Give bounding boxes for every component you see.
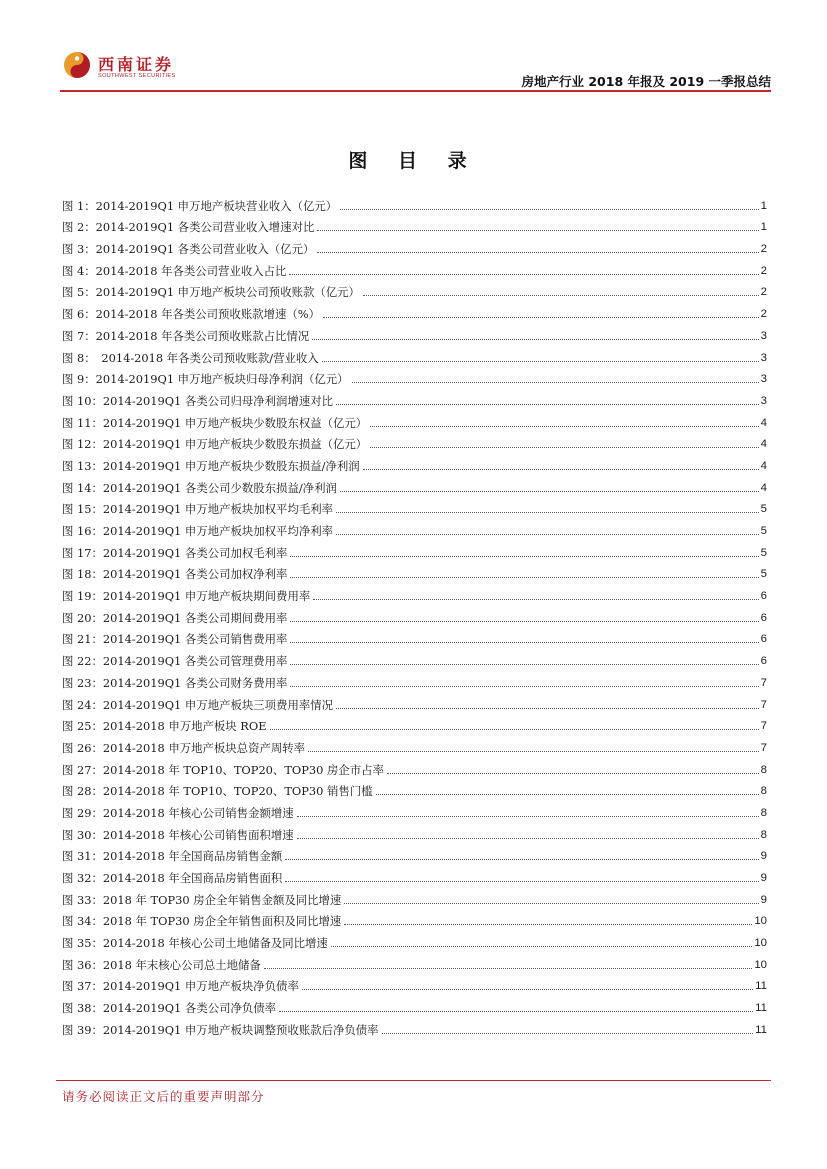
toc-dot-leader [290,577,758,578]
toc-entry-label: 图 13：2014-2019Q1 申万地产板块少数股东损益/净利润 [62,458,360,473]
toc-entry[interactable] [62,1015,767,1037]
toc-entry-page-number: 6 [760,590,767,603]
toc-entry[interactable] [62,603,767,625]
toc-entry[interactable] [62,516,767,538]
toc-entry[interactable] [62,733,767,755]
toc-dot-leader [382,1033,754,1034]
toc-dot-leader [290,686,758,687]
toc-entry-label: 图 14：2014-2019Q1 各类公司少数股东损益/净利润 [62,480,337,495]
toc-entry[interactable] [62,993,767,1015]
toc-entry-label: 图 19：2014-2019Q1 申万地产板块期间费用率 [62,589,311,604]
toc-entry-page-number: 4 [760,416,767,429]
toc-entry[interactable] [62,863,767,885]
toc-entry-page-number: 4 [760,459,767,472]
toc-entry-page-number: 2 [760,264,767,277]
toc-entry[interactable] [62,625,767,647]
toc-entry[interactable] [62,430,767,452]
toc-dot-leader [363,469,759,470]
toc-entry-label: 图 31：2014-2018 年全国商品房销售金额 [62,849,283,864]
toc-entry-label: 图 29：2014-2018 年核心公司销售金额增速 [62,805,294,820]
toc-entry[interactable] [62,690,767,712]
toc-entry-label: 图 36：2018 年末核心公司总土地储备 [62,957,261,972]
toc-entry[interactable] [62,473,767,495]
toc-entry[interactable] [62,560,767,582]
toc-entry-page-number: 8 [760,806,767,819]
toc-entry-page-number: 2 [760,286,767,299]
toc-dot-leader [322,361,759,362]
toc-entry[interactable] [62,408,767,430]
southwest-securities-logo-icon [62,50,92,80]
toc-entry-page-number: 11 [755,1023,767,1036]
toc-entry[interactable] [62,777,767,799]
page-header [60,48,771,92]
toc-entry-page-number: 6 [760,611,767,624]
toc-entry-page-number: 8 [760,785,767,798]
header-divider [60,90,771,92]
toc-dot-leader [285,881,758,882]
toc-entry-label: 图 3：2014-2019Q1 各类公司营业收入（亿元） [62,242,315,257]
toc-entry-label: 图 20：2014-2019Q1 各类公司期间费用率 [62,610,288,625]
toc-dot-leader [344,924,752,925]
toc-entry-label: 图 35：2014-2018 年核心公司土地储备及同比增速 [62,936,328,951]
logo-chinese-name: 西南证券 [98,55,175,74]
toc-dot-leader [387,773,759,774]
toc-entry-label: 图 1：2014-2019Q1 申万地产板块营业收入（亿元） [62,198,338,213]
toc-dot-leader [344,903,758,904]
toc-entry-page-number: 5 [760,546,767,559]
toc-entry[interactable] [62,928,767,950]
toc-entry-label: 图 28：2014-2018 年 TOP10、TOP20、TOP30 销售门槛 [62,784,373,799]
toc-entry-page-number: 5 [760,503,767,516]
toc-entry-page-number: 3 [760,351,767,364]
toc-entry[interactable] [62,213,767,235]
toc-entry-label: 图 38：2014-2019Q1 各类公司净负债率 [62,1001,277,1016]
toc-entry-label: 图 30：2014-2018 年核心公司销售面积增速 [62,827,294,842]
toc-dot-leader [308,751,759,752]
toc-entry[interactable] [62,191,767,213]
toc-dot-leader [290,664,758,665]
toc-entry-page-number: 7 [760,676,767,689]
toc-entry-label: 图 9：2014-2019Q1 申万地产板块归母净利润（亿元） [62,372,349,387]
toc-entry-label: 图 33：2018 年 TOP30 房企全年销售金额及同比增速 [62,892,342,907]
toc-entry-label: 图 27：2014-2018 年 TOP10、TOP20、TOP30 房企市占率 [62,762,384,777]
toc-entry-label: 图 21：2014-2019Q1 各类公司销售费用率 [62,632,288,647]
toc-entry-label: 图 37：2014-2019Q1 申万地产板块净负债率 [62,979,299,994]
toc-entry[interactable] [62,581,767,603]
toc-entry-page-number: 5 [760,525,767,537]
toc-dot-leader [297,838,759,839]
toc-entry[interactable] [62,451,767,473]
toc-entry-label: 图 23：2014-2019Q1 各类公司财务费用率 [62,675,288,690]
toc-entry[interactable] [62,950,767,972]
toc-entry[interactable] [62,820,767,842]
toc-entry-label: 图 8： 2014-2018 年各类公司预收账款/营业收入 [62,350,319,365]
toc-entry-label: 图 6：2014-2018 年各类公司预收账款增速（%） [62,307,320,322]
toc-entry[interactable] [62,538,767,560]
toc-dot-leader [336,708,759,709]
toc-dot-leader [376,794,759,795]
toc-entry[interactable] [62,668,767,690]
toc-dot-leader [297,816,759,817]
toc-entry-page-number: 7 [760,720,767,733]
toc-entry[interactable] [62,256,767,278]
logo-english-name: SOUTHWEST SECURITIES [98,73,176,79]
toc-entry-page-number: 11 [755,980,767,993]
toc-entry[interactable] [62,972,767,994]
toc-dot-leader [279,1011,753,1012]
toc-entry-page-number: 3 [760,394,767,407]
toc-dot-leader [302,989,753,990]
toc-entry-label: 图 39：2014-2019Q1 申万地产板块调整预收账款后净负债率 [62,1022,379,1037]
toc-entry-page-number: 8 [760,828,767,841]
report-title: 房地产行业 2018 年报及 2019 一季报总结 [521,74,771,89]
toc-entry[interactable] [62,278,767,300]
toc-dot-leader [331,946,753,947]
toc-entry-label: 图 7：2014-2018 年各类公司预收账款占比情况 [62,328,310,343]
toc-entry-label: 图 32：2014-2018 年全国商品房销售面积 [62,871,283,885]
toc-dot-leader [370,447,758,448]
company-logo [62,48,192,86]
toc-entry[interactable] [62,343,767,365]
toc-dot-leader [290,621,758,622]
toc-dot-leader [352,382,759,383]
toc-entry-label: 图 4：2014-2018 年各类公司营业收入占比 [62,263,287,278]
toc-entry-label: 图 22：2014-2019Q1 各类公司管理费用率 [62,654,288,669]
toc-entry-page-number: 5 [760,568,767,581]
toc-entry-label: 图 5：2014-2019Q1 申万地产板块公司预收账款（亿元） [62,285,360,300]
toc-dot-leader [313,599,758,600]
toc-entry-page-number: 6 [760,655,767,668]
toc-entry-label: 图 25：2014-2018 申万地产板块 ROE [62,719,267,734]
toc-entry[interactable] [62,842,767,864]
toc-entry-page-number: 9 [760,850,767,863]
toc-entry-page-number: 10 [754,915,767,928]
toc-entry[interactable] [62,299,767,321]
toc-entry-label: 图 17：2014-2019Q1 各类公司加权毛利率 [62,545,288,560]
toc-dot-leader [340,209,759,210]
toc-entry-page-number: 11 [755,1002,767,1015]
toc-entry-page-number: 9 [760,893,767,906]
toc-entry-label: 图 11：2014-2019Q1 申万地产板块少数股东权益（亿元） [62,415,368,430]
toc-entry-page-number: 7 [760,698,767,711]
toc-dot-leader [340,491,759,492]
toc-dot-leader [290,556,758,557]
toc-dot-leader [336,534,759,535]
toc-dot-leader [370,426,758,427]
toc-dot-leader [363,295,759,296]
toc-dot-leader [323,317,759,318]
toc-entry[interactable] [62,321,767,343]
toc-entry-page-number: 2 [760,243,767,256]
toc-dot-leader [317,252,758,253]
toc-entry-page-number: 2 [760,308,767,321]
toc-dot-leader [264,968,753,969]
toc-entry-page-number: 8 [760,763,767,776]
toc-entry[interactable] [62,907,767,929]
toc-entry-page-number: 1 [760,199,767,212]
toc-entry-label: 图 10：2014-2019Q1 各类公司归母净利润增速对比 [62,393,334,408]
toc-entry-label: 图 24：2014-2019Q1 申万地产板块三项费用率情况 [62,697,334,712]
toc-entry-page-number: 6 [760,633,767,646]
toc-entry-label: 图 2：2014-2019Q1 各类公司营业收入增速对比 [62,220,315,235]
toc-entry-label: 图 12：2014-2019Q1 申万地产板块少数股东损益（亿元） [62,437,368,452]
figure-toc-list [62,191,767,1037]
toc-entry-page-number: 3 [760,329,767,342]
toc-entry[interactable] [62,234,767,256]
toc-entry[interactable] [62,646,767,668]
toc-entry-label: 图 18：2014-2019Q1 各类公司加权净利率 [62,567,288,582]
toc-entry-page-number: 9 [760,872,767,884]
toc-dot-leader [270,729,759,730]
toc-dot-leader [289,274,758,275]
toc-entry-page-number: 1 [760,221,767,234]
toc-entry-page-number: 10 [754,958,767,971]
toc-entry-label: 图 26：2014-2018 申万地产板块总资产周转率 [62,740,306,755]
toc-entry-page-number: 10 [754,937,767,950]
toc-dot-leader [336,404,759,405]
toc-dot-leader [336,512,759,513]
toc-entry[interactable] [62,495,767,517]
toc-entry-page-number: 7 [760,741,767,754]
toc-entry[interactable] [62,755,767,777]
toc-heading: 图 目 录 [348,150,479,172]
footer-notice: 请务必阅读正文后的重要声明部分 [62,1089,265,1104]
toc-dot-leader [312,339,758,340]
toc-dot-leader [285,859,758,860]
toc-entry-label: 图 15：2014-2019Q1 申万地产板块加权平均毛利率 [62,502,334,517]
toc-dot-leader [317,230,758,231]
toc-entry-page-number: 4 [760,438,767,451]
footer-divider [56,1080,771,1081]
toc-entry-page-number: 3 [760,373,767,386]
toc-entry[interactable] [62,712,767,734]
toc-entry[interactable] [62,885,767,907]
toc-entry[interactable] [62,365,767,387]
toc-entry[interactable] [62,798,767,820]
toc-dot-leader [290,642,758,643]
toc-entry-page-number: 4 [760,481,767,494]
toc-entry-label: 图 34：2018 年 TOP30 房企全年销售面积及同比增速 [62,914,342,929]
toc-entry[interactable] [62,386,767,408]
toc-entry-label: 图 16：2014-2019Q1 申万地产板块加权平均净利率 [62,524,334,538]
